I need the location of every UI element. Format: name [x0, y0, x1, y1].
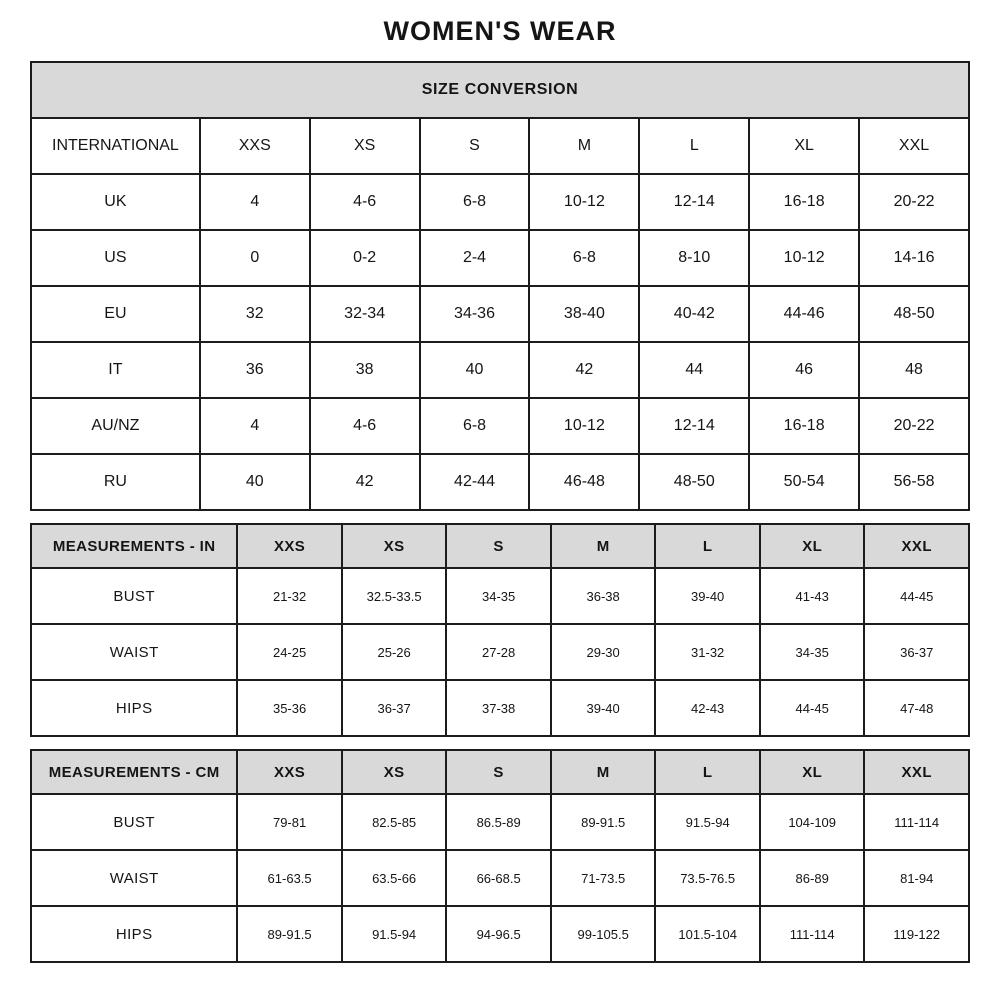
size-conversion-label-cell: AU/NZ	[31, 398, 200, 454]
measurements-cm-value-cell: 119-122	[864, 906, 969, 962]
measurements-in-value-cell: 47-48	[864, 680, 969, 736]
size-conversion-value-cell: 20-22	[859, 174, 969, 230]
measurements-in-row	[31, 524, 969, 568]
size-conversion-value-cell: 0	[200, 230, 310, 286]
measurements-cm-header-cell: M	[551, 750, 656, 794]
size-conversion-value-cell: 46	[749, 342, 859, 398]
size-conversion-value-cell: 10-12	[749, 230, 859, 286]
measurements-in-header-cell: M	[551, 524, 656, 568]
measurements-in-value-cell: 44-45	[760, 680, 865, 736]
size-conversion-label-cell: EU	[31, 286, 200, 342]
size-conversion-row	[31, 454, 969, 510]
size-conversion-value-cell: 10-12	[529, 174, 639, 230]
size-conversion-label-cell: RU	[31, 454, 200, 510]
size-conversion-value-cell: 10-12	[529, 398, 639, 454]
measurements-in-body	[31, 524, 969, 736]
measurements-in-value-cell: 32.5-33.5	[342, 568, 447, 624]
measurements-cm-header-cell: L	[655, 750, 760, 794]
measurements-cm-header-cell: XS	[342, 750, 447, 794]
size-conversion-row	[31, 230, 969, 286]
size-conversion-header-cell: XXS	[200, 118, 310, 174]
size-conversion-title: SIZE CONVERSION	[31, 62, 969, 118]
measurements-cm-value-cell: 63.5-66	[342, 850, 447, 906]
size-conversion-body	[31, 118, 969, 510]
size-conversion-value-cell: 4-6	[310, 174, 420, 230]
size-conversion-label-cell: UK	[31, 174, 200, 230]
measurements-in-value-cell: 39-40	[655, 568, 760, 624]
measurements-cm-table	[30, 749, 970, 963]
size-conversion-row	[31, 398, 969, 454]
measurements-in-value-cell: 41-43	[760, 568, 865, 624]
size-conversion-header-cell: S	[420, 118, 530, 174]
size-conversion-value-cell: 2-4	[420, 230, 530, 286]
size-conversion-header-cell: XXL	[859, 118, 969, 174]
size-conversion-value-cell: 8-10	[639, 230, 749, 286]
measurements-cm-value-cell: 86-89	[760, 850, 865, 906]
measurements-cm-value-cell: 61-63.5	[237, 850, 342, 906]
measurements-in-value-cell: 29-30	[551, 624, 656, 680]
measurements-cm-value-cell: 111-114	[864, 794, 969, 850]
measurements-cm-header-cell: MEASUREMENTS - CM	[31, 750, 237, 794]
size-conversion-header-cell: M	[529, 118, 639, 174]
size-conversion-value-cell: 44	[639, 342, 749, 398]
size-conversion-row	[31, 342, 969, 398]
measurements-in-row	[31, 680, 969, 736]
measurements-in-value-cell: 34-35	[446, 568, 551, 624]
size-conversion-row	[31, 286, 969, 342]
size-conversion-value-cell: 20-22	[859, 398, 969, 454]
measurements-cm-value-cell: 101.5-104	[655, 906, 760, 962]
measurements-in-value-cell: 36-37	[342, 680, 447, 736]
measurements-in-value-cell: 35-36	[237, 680, 342, 736]
measurements-cm-value-cell: 82.5-85	[342, 794, 447, 850]
measurements-in-value-cell: 44-45	[864, 568, 969, 624]
measurements-in-label-cell: WAIST	[31, 624, 237, 680]
measurements-cm-value-cell: 89-91.5	[551, 794, 656, 850]
measurements-in-header-cell: XL	[760, 524, 865, 568]
measurements-in-value-cell: 37-38	[446, 680, 551, 736]
size-conversion-value-cell: 36	[200, 342, 310, 398]
size-conversion-label-cell: US	[31, 230, 200, 286]
measurements-cm-label-cell: WAIST	[31, 850, 237, 906]
size-conversion-table	[30, 61, 970, 511]
size-conversion-value-cell: 48-50	[639, 454, 749, 510]
size-conversion-value-cell: 4	[200, 174, 310, 230]
size-conversion-value-cell: 48	[859, 342, 969, 398]
measurements-in-label-cell: BUST	[31, 568, 237, 624]
measurements-cm-row	[31, 906, 969, 962]
size-conversion-value-cell: 50-54	[749, 454, 859, 510]
measurements-cm-row	[31, 850, 969, 906]
measurements-cm-value-cell: 73.5-76.5	[655, 850, 760, 906]
measurements-cm-label-cell: HIPS	[31, 906, 237, 962]
size-conversion-value-cell: 12-14	[639, 174, 749, 230]
measurements-in-value-cell: 36-38	[551, 568, 656, 624]
measurements-cm-value-cell: 111-114	[760, 906, 865, 962]
size-conversion-value-cell: 6-8	[420, 174, 530, 230]
size-conversion-value-cell: 42-44	[420, 454, 530, 510]
measurements-cm-value-cell: 89-91.5	[237, 906, 342, 962]
size-conversion-value-cell: 40	[200, 454, 310, 510]
measurements-cm-header-cell: S	[446, 750, 551, 794]
measurements-in-header-cell: XXL	[864, 524, 969, 568]
size-conversion-value-cell: 4	[200, 398, 310, 454]
size-conversion-header-cell: INTERNATIONAL	[31, 118, 200, 174]
size-conversion-value-cell: 12-14	[639, 398, 749, 454]
measurements-in-table	[30, 523, 970, 737]
size-conversion-value-cell: 16-18	[749, 398, 859, 454]
measurements-cm-value-cell: 99-105.5	[551, 906, 656, 962]
measurements-cm-value-cell: 81-94	[864, 850, 969, 906]
measurements-cm-value-cell: 79-81	[237, 794, 342, 850]
measurements-in-value-cell: 24-25	[237, 624, 342, 680]
measurements-in-value-cell: 31-32	[655, 624, 760, 680]
measurements-cm-value-cell: 71-73.5	[551, 850, 656, 906]
size-conversion-value-cell: 40	[420, 342, 530, 398]
size-conversion-value-cell: 6-8	[420, 398, 530, 454]
measurements-cm-row	[31, 794, 969, 850]
measurements-cm-header-cell: XL	[760, 750, 865, 794]
measurements-in-header-cell: L	[655, 524, 760, 568]
size-conversion-value-cell: 32-34	[310, 286, 420, 342]
size-conversion-value-cell: 42	[529, 342, 639, 398]
measurements-in-header-cell: MEASUREMENTS - IN	[31, 524, 237, 568]
size-conversion-value-cell: 6-8	[529, 230, 639, 286]
size-conversion-value-cell: 16-18	[749, 174, 859, 230]
size-conversion-value-cell: 34-36	[420, 286, 530, 342]
measurements-cm-header-cell: XXS	[237, 750, 342, 794]
measurements-in-header-cell: S	[446, 524, 551, 568]
size-conversion-row	[31, 174, 969, 230]
measurements-cm-value-cell: 91.5-94	[342, 906, 447, 962]
size-conversion-value-cell: 14-16	[859, 230, 969, 286]
size-conversion-value-cell: 56-58	[859, 454, 969, 510]
measurements-in-value-cell: 36-37	[864, 624, 969, 680]
measurements-cm-value-cell: 86.5-89	[446, 794, 551, 850]
size-conversion-value-cell: 44-46	[749, 286, 859, 342]
measurements-cm-label-cell: BUST	[31, 794, 237, 850]
measurements-in-value-cell: 25-26	[342, 624, 447, 680]
size-conversion-value-cell: 42	[310, 454, 420, 510]
size-conversion-label-cell: IT	[31, 342, 200, 398]
measurements-in-value-cell: 27-28	[446, 624, 551, 680]
size-conversion-header-cell: XL	[749, 118, 859, 174]
measurements-in-value-cell: 39-40	[551, 680, 656, 736]
measurements-in-row	[31, 568, 969, 624]
size-conversion-value-cell: 4-6	[310, 398, 420, 454]
size-conversion-value-cell: 38-40	[529, 286, 639, 342]
measurements-in-label-cell: HIPS	[31, 680, 237, 736]
measurements-cm-value-cell: 104-109	[760, 794, 865, 850]
measurements-cm-header-cell: XXL	[864, 750, 969, 794]
size-conversion-row	[31, 118, 969, 174]
size-conversion-value-cell: 40-42	[639, 286, 749, 342]
measurements-in-header-cell: XXS	[237, 524, 342, 568]
size-conversion-value-cell: 0-2	[310, 230, 420, 286]
measurements-cm-body	[31, 750, 969, 962]
size-conversion-band-row	[31, 62, 969, 118]
measurements-cm-value-cell: 66-68.5	[446, 850, 551, 906]
measurements-cm-row	[31, 750, 969, 794]
measurements-in-value-cell: 21-32	[237, 568, 342, 624]
size-conversion-value-cell: 38	[310, 342, 420, 398]
page-title: WOMEN'S WEAR	[383, 16, 617, 46]
measurements-in-header-cell: XS	[342, 524, 447, 568]
measurements-in-value-cell: 42-43	[655, 680, 760, 736]
size-conversion-header-cell: L	[639, 118, 749, 174]
measurements-cm-value-cell: 91.5-94	[655, 794, 760, 850]
measurements-in-value-cell: 34-35	[760, 624, 865, 680]
size-conversion-value-cell: 48-50	[859, 286, 969, 342]
size-conversion-value-cell: 32	[200, 286, 310, 342]
size-conversion-value-cell: 46-48	[529, 454, 639, 510]
measurements-in-row	[31, 624, 969, 680]
measurements-cm-value-cell: 94-96.5	[446, 906, 551, 962]
size-conversion-header-cell: XS	[310, 118, 420, 174]
